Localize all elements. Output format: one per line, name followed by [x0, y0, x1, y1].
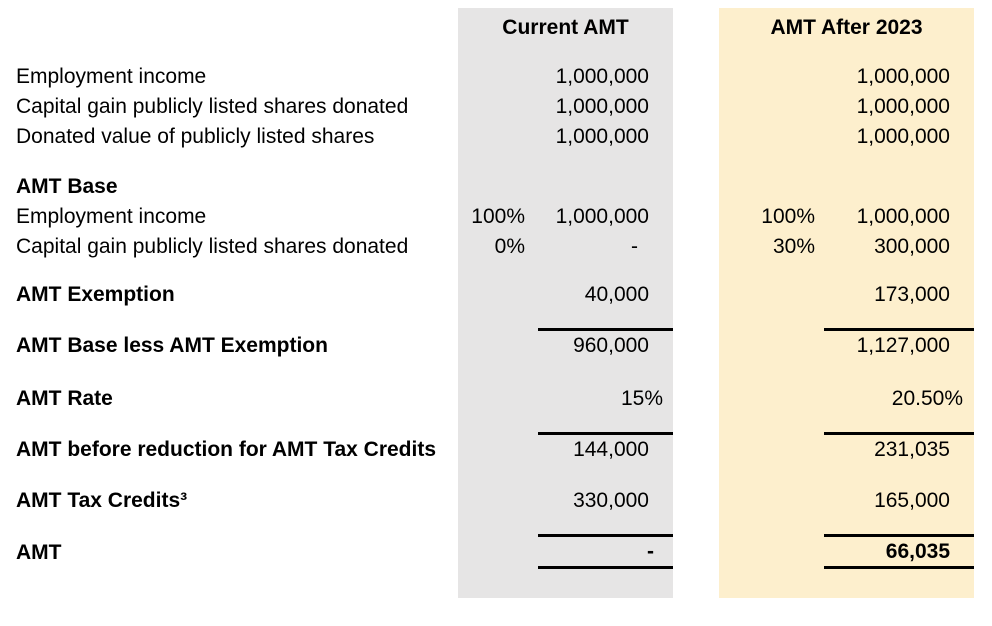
- current-value-cell: 1,000,000: [555, 205, 649, 228]
- current-value-cell: 144,000: [573, 438, 649, 461]
- row-amt-total: [0, 537, 992, 569]
- rule-row: [0, 310, 992, 331]
- after-value-cell: 20.50%: [891, 387, 963, 410]
- column-header-current-amt: Current AMT: [502, 16, 629, 39]
- row-label: AMT before reduction for AMT Tax Credits: [16, 438, 437, 461]
- column-header-amt-after-2023: AMT After 2023: [770, 16, 923, 39]
- current-pct-cell: 0%: [494, 235, 525, 258]
- row-capital-gain-donated: [0, 92, 992, 122]
- column-gap: [673, 8, 719, 48]
- row-employment-income: [0, 62, 992, 92]
- after-value-cell: 1,127,000: [856, 334, 950, 357]
- header-row: [0, 8, 992, 48]
- current-pct-cell: [458, 62, 538, 92]
- row-amt-tax-credits: [0, 486, 992, 516]
- after-value-cell: 231,035: [874, 438, 950, 461]
- current-value-cell: 1,000,000: [555, 95, 649, 118]
- current-value-cell: -: [631, 235, 638, 258]
- row-label: AMT Exemption: [16, 283, 175, 306]
- total-rule-top: [538, 516, 673, 537]
- current-pct-cell: 100%: [471, 205, 525, 228]
- after-value-cell: 1,000,000: [856, 95, 950, 118]
- after-value-cell: 1,000,000: [856, 125, 950, 148]
- after-value-cell: 165,000: [874, 489, 950, 512]
- after-pct-cell: [719, 62, 824, 92]
- current-value-cell: 1,000,000: [555, 65, 649, 88]
- row-amt-exemption: [0, 280, 992, 310]
- current-value-cell: -: [538, 537, 673, 569]
- row-label: Capital gain publicly listed shares donated: [16, 235, 409, 258]
- after-value-cell: 173,000: [874, 283, 950, 306]
- after-pct-cell: 30%: [772, 235, 815, 258]
- after-value-cell: 1,000,000: [856, 65, 950, 88]
- current-value-cell: 330,000: [573, 489, 649, 512]
- row-label: AMT Rate: [16, 387, 113, 410]
- header-empty-label: [0, 8, 458, 48]
- row-amt-rate: [0, 384, 992, 414]
- after-value-cell: 300,000: [874, 235, 950, 258]
- row-amt-base-heading: [0, 172, 992, 202]
- row-label: Donated value of publicly listed shares: [16, 125, 375, 148]
- row-label: Employment income: [16, 65, 207, 88]
- row-label: AMT Base less AMT Exemption: [16, 334, 328, 357]
- row-donated-value: [0, 122, 992, 152]
- subtotal-rule: [824, 414, 974, 435]
- row-label: Employment income: [16, 205, 207, 228]
- after-value-cell: 1,000,000: [856, 205, 950, 228]
- section-heading: AMT Base: [16, 175, 118, 198]
- current-value-cell: 1,000,000: [555, 125, 649, 148]
- row-amt-base-capital-gain: [0, 232, 992, 262]
- current-value-cell: 40,000: [584, 283, 649, 306]
- subtotal-rule: [824, 310, 974, 331]
- after-value-cell: 66,035: [824, 537, 974, 569]
- row-amt-before-credits: [0, 435, 992, 465]
- current-value-cell: 15%: [620, 387, 663, 410]
- spacer: [0, 465, 992, 486]
- spacer: [0, 361, 992, 384]
- spacer: [0, 48, 992, 62]
- rule-row: [0, 516, 992, 537]
- row-label: Capital gain publicly listed shares donated: [16, 95, 409, 118]
- subtotal-rule: [538, 414, 673, 435]
- spacer: [0, 152, 992, 172]
- spacer: [0, 262, 992, 280]
- rule-row: [0, 414, 992, 435]
- total-rule-top: [824, 516, 974, 537]
- row-label: AMT Tax Credits³: [16, 489, 188, 512]
- row-label: AMT: [16, 541, 62, 564]
- row-amt-base-employment-income: [0, 202, 992, 232]
- after-pct-cell: 100%: [761, 205, 815, 228]
- row-amt-base-less-exemption: [0, 331, 992, 361]
- current-value-cell: 960,000: [573, 334, 649, 357]
- subtotal-rule: [538, 310, 673, 331]
